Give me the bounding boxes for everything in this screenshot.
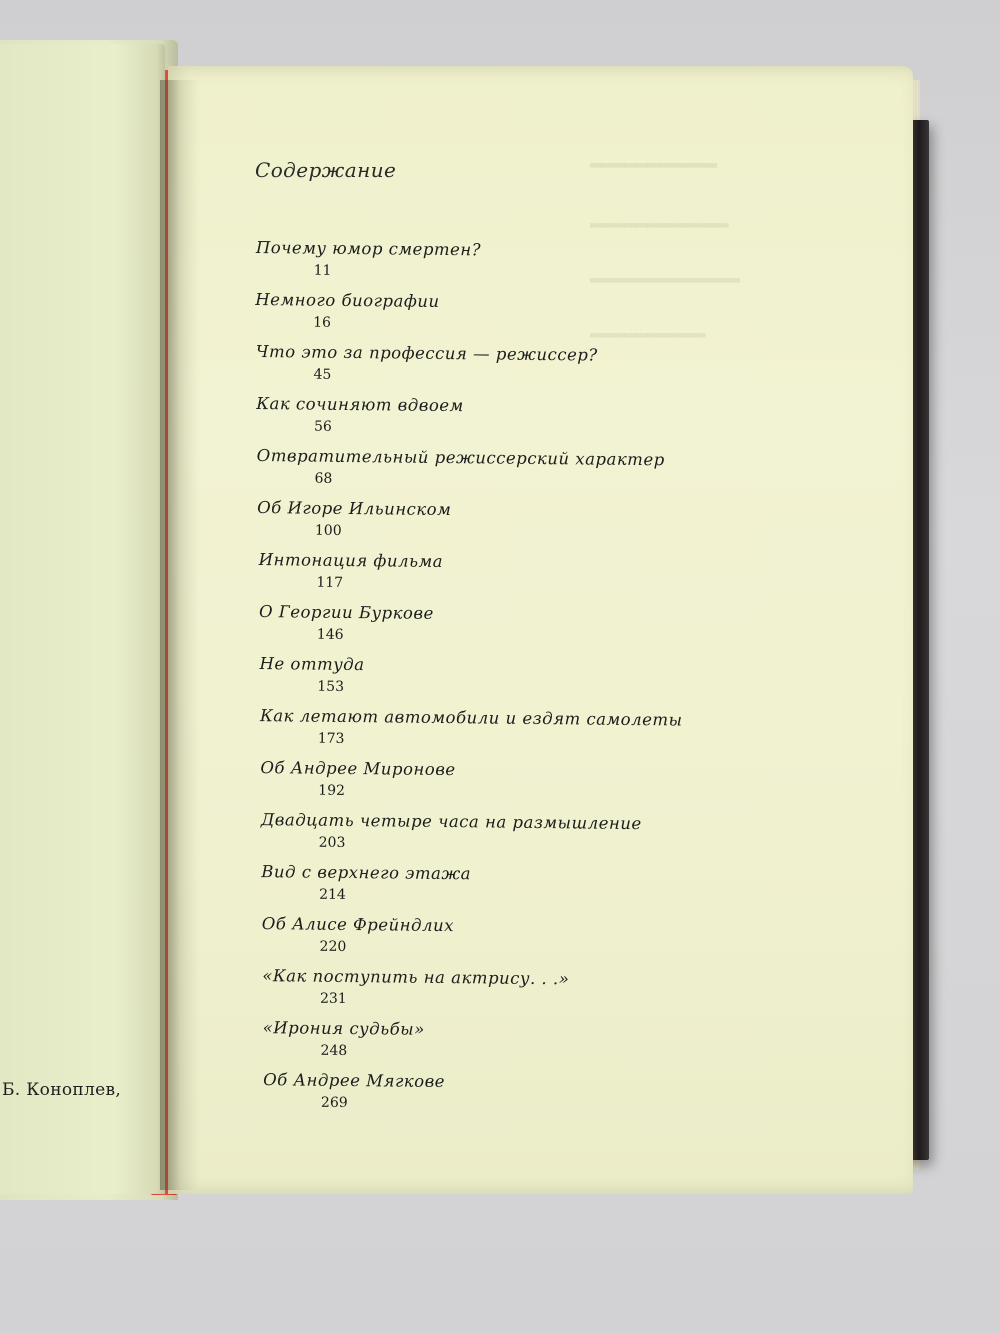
- toc-entry: [251, 654, 812, 712]
- show-through-text: ▂▂▂▂▂▂▂▂▂▂▂▂: [590, 210, 729, 228]
- toc-entry-page-number: 45: [313, 366, 332, 383]
- toc-entry: [254, 394, 815, 452]
- toc-entry-page-number: 269: [320, 1094, 348, 1112]
- toc-entry-page-number: 153: [317, 678, 345, 695]
- toc-entry-title: Как сочиняют вдвоем: [256, 394, 464, 416]
- toc-entry-title: Что это за профессия — режиссер?: [255, 342, 598, 365]
- show-through-text: ▂▂▂▂▂▂▂▂▂▂: [590, 320, 706, 338]
- toc-entry: [249, 810, 810, 868]
- toc-entry-page-number: 214: [319, 886, 346, 903]
- toc-entry-page-number: 220: [319, 938, 347, 955]
- toc-entry-page-number: 231: [319, 990, 347, 1007]
- toc-entry-title: Как летают автомобили и ездят самолеты: [259, 706, 683, 730]
- show-through-text: ▂▂▂▂▂▂▂▂▂▂▂: [590, 150, 717, 168]
- toc-entry: [252, 602, 813, 660]
- left-page-text: Б. Коноплев,: [2, 1080, 122, 1100]
- toc-entry: [249, 862, 810, 920]
- toc-entry: [248, 914, 809, 972]
- toc-list: [247, 238, 816, 1128]
- toc-entry-title: О Георгии Буркове: [258, 602, 434, 623]
- toc-entry: [251, 706, 812, 764]
- toc-entry-page-number: 173: [317, 730, 345, 747]
- toc-entry-page-number: 117: [316, 574, 344, 591]
- toc-entry-title: Отвратительный режиссерский характер: [256, 446, 665, 470]
- toc-entry-title: Об Алисе Фрейндлих: [261, 914, 455, 936]
- toc-entry-title: «Как поступить на актрису. . .»: [262, 966, 570, 989]
- gutter-shadow: [160, 80, 200, 1190]
- toc-entry-page-number: 248: [320, 1042, 348, 1059]
- toc-entry-page-number: 146: [316, 626, 344, 643]
- toc-entry: [253, 498, 814, 556]
- toc-entry-title: Об Андрее Мягкове: [263, 1070, 446, 1092]
- toc-entry-page-number: 68: [314, 470, 333, 487]
- toc-entry-title: Не оттуда: [259, 654, 365, 675]
- toc-entry: [247, 1070, 808, 1128]
- show-through-text: ▂▂▂▂▂▂▂▂▂▂▂▂▂: [590, 265, 740, 283]
- left-page: [0, 44, 165, 1194]
- toc-entry-title: Вид с верхнего этажа: [261, 862, 472, 884]
- toc-entry-page-number: 16: [313, 314, 332, 331]
- toc-entry-page-number: 192: [318, 782, 346, 799]
- toc-entry: [247, 1018, 808, 1076]
- toc-entry-title: Об Игоре Ильинском: [257, 498, 452, 520]
- toc-entry: [255, 238, 816, 296]
- toc-entry-page-number: 56: [313, 418, 332, 435]
- toc-entry-title: Почему юмор смертен?: [255, 238, 482, 260]
- toc-entry-title: Немного биографии: [255, 289, 440, 311]
- toc-entry: [255, 290, 816, 348]
- toc-entry-page-number: 11: [313, 262, 332, 279]
- toc-entry-title: Интонация фильма: [258, 550, 444, 571]
- toc-entry-title: Двадцать четыре часа на размышление: [260, 810, 642, 834]
- toc-entry-title: Об Андрее Миронове: [260, 758, 456, 780]
- toc-entry-title: «Ирония судьбы»: [262, 1018, 425, 1039]
- toc-entry: [254, 342, 815, 400]
- toc-entry-page-number: 203: [318, 834, 346, 851]
- toc-entry: [253, 446, 814, 504]
- toc-entry: [248, 966, 809, 1024]
- toc-entry: [250, 758, 811, 816]
- toc-entry-page-number: 100: [314, 522, 342, 539]
- toc-entry: [252, 550, 813, 608]
- toc-title: Содержание: [255, 158, 397, 182]
